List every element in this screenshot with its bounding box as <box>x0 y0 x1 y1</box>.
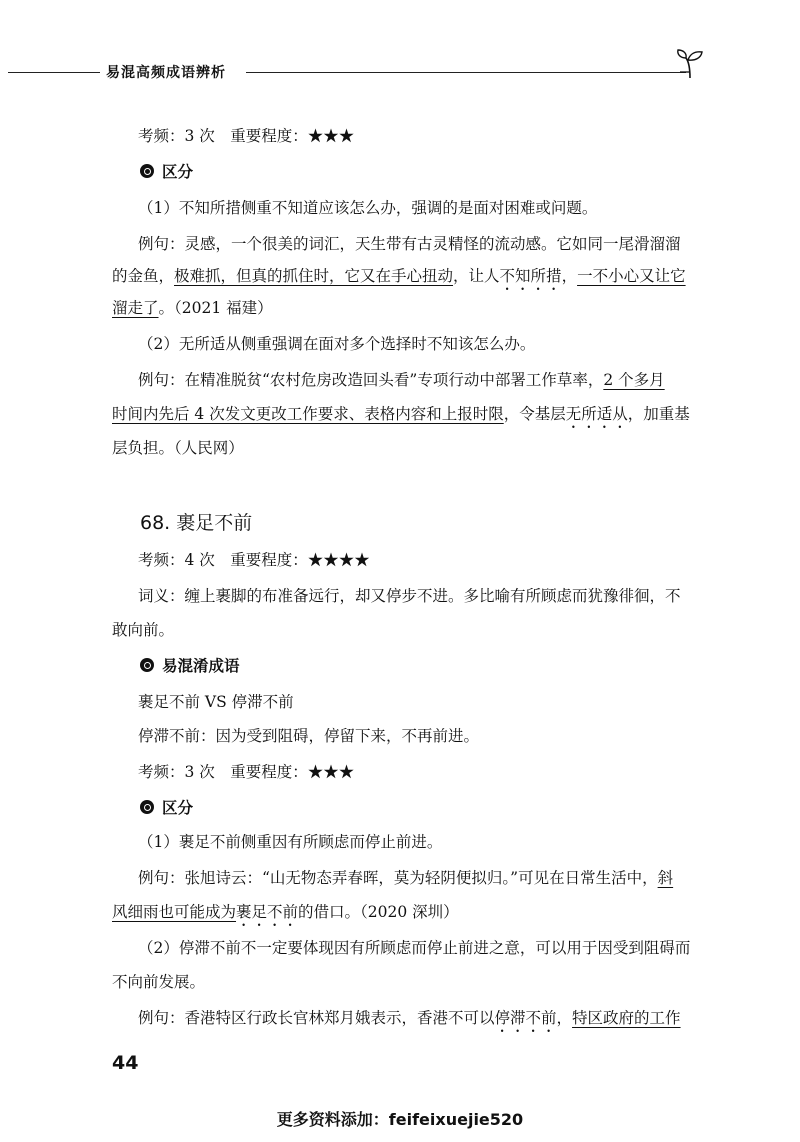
header-rule-right <box>246 72 686 73</box>
page-number: 44 <box>112 1052 139 1074</box>
underlined-text: 风细雨也可能成为 <box>112 903 237 921</box>
related-idiom-definition: 停滞不前：因为受到阻碍，停留下来，不再前进。 <box>138 727 480 745</box>
frequency-line: 考频：3 次 重要程度：★★★ <box>138 127 355 145</box>
example-line: 例句：张旭诗云：“山无物态弄春晖，莫为轻阴便拟归。”可见在日常生活中，斜 <box>138 869 674 887</box>
example-line: 层负担。（人民网） <box>112 439 244 457</box>
paragraph: （1）不知所措侧重不知道应该怎么办，强调的是面对困难或问题。 <box>138 199 598 217</box>
example-line: 例句：灵感，一个很美的词汇，天生带有古灵精怪的流动感。它如同一尾滑溜溜 <box>138 235 681 253</box>
section-label: 区分 <box>162 163 194 181</box>
dotted-idiom: 停滞不前 <box>494 1009 557 1027</box>
section-badge-icon <box>140 658 154 672</box>
example-line: 溜走了。（2021 福建） <box>112 299 273 317</box>
underlined-text: 一不小心又让它 <box>577 267 686 285</box>
section-heading-confusable <box>140 654 240 676</box>
paragraph: （2）无所适从侧重强调在面对多个选择时不知该怎么办。 <box>138 335 536 353</box>
frequency-line: 考频：3 次 重要程度：★★★ <box>138 763 355 781</box>
header-rule-left <box>8 72 100 73</box>
section-label: 易混淆成语 <box>162 657 240 675</box>
dotted-idiom: 不知所措 <box>499 267 562 285</box>
entry-title: 68. 裹足不前 <box>140 512 253 534</box>
example-line: 例句：在精准脱贫“农村危房改造回头看”专项行动中部署工作草率，2 个多月 <box>138 371 665 389</box>
example-line: 时间内先后 4 次发文更改工作要求、表格内容和上报时限，令基层无所适从，加重基 <box>112 405 690 423</box>
definition-line: 敢向前。 <box>112 621 175 639</box>
example-line: 风细雨也可能成为裹足不前的借口。（2020 深圳） <box>112 903 459 921</box>
example-line: 的金鱼，极难抓，但真的抓住时，它又在手心扭动，让人不知所措，一不小心又让它 <box>112 267 686 285</box>
underlined-text: 2 个多月 <box>603 371 665 389</box>
section-heading-distinguish <box>140 160 193 182</box>
paragraph: 不向前发展。 <box>112 973 206 991</box>
underlined-text: 时间内先后 4 次发文更改工作要求、表格内容和上报时限 <box>112 405 504 423</box>
sprout-icon <box>676 46 706 80</box>
paragraph: （1）裹足不前侧重因有所顾虑而停止前进。 <box>138 833 443 851</box>
dotted-idiom: 裹足不前 <box>236 903 299 921</box>
section-heading-distinguish <box>140 796 193 818</box>
dotted-idiom: 无所适从 <box>565 405 628 423</box>
paragraph: （2）停滞不前不一定要体现因有所顾虑而停止前进之意，可以用于因受到阻碍而 <box>138 939 691 957</box>
underlined-text: 溜走了 <box>112 299 159 317</box>
section-label: 区分 <box>162 799 194 817</box>
footer-note: 更多资料添加：feifeixuejie520 <box>276 1110 524 1129</box>
definition-line: 词义：缠上裹脚的布准备远行，却又停步不进。多比喻有所顾虑而犹豫徘徊，不 <box>138 587 681 605</box>
section-badge-icon <box>140 164 154 178</box>
underlined-text: 斜 <box>657 869 674 887</box>
header-title: 易混高频成语辨析 <box>106 65 226 81</box>
frequency-line: 考频：4 次 重要程度：★★★★ <box>138 551 370 569</box>
example-line: 例句：香港特区行政长官林郑月娥表示，香港不可以停滞不前，特区政府的工作 <box>138 1009 681 1027</box>
section-badge-icon <box>140 800 154 814</box>
comparison-line: 裹足不前 VS 停滞不前 <box>138 693 294 711</box>
underlined-text: 特区政府的工作 <box>572 1009 681 1027</box>
underlined-text: 极难抓，但真的抓住时，它又在手心扭动 <box>174 267 454 285</box>
running-header <box>0 60 800 90</box>
